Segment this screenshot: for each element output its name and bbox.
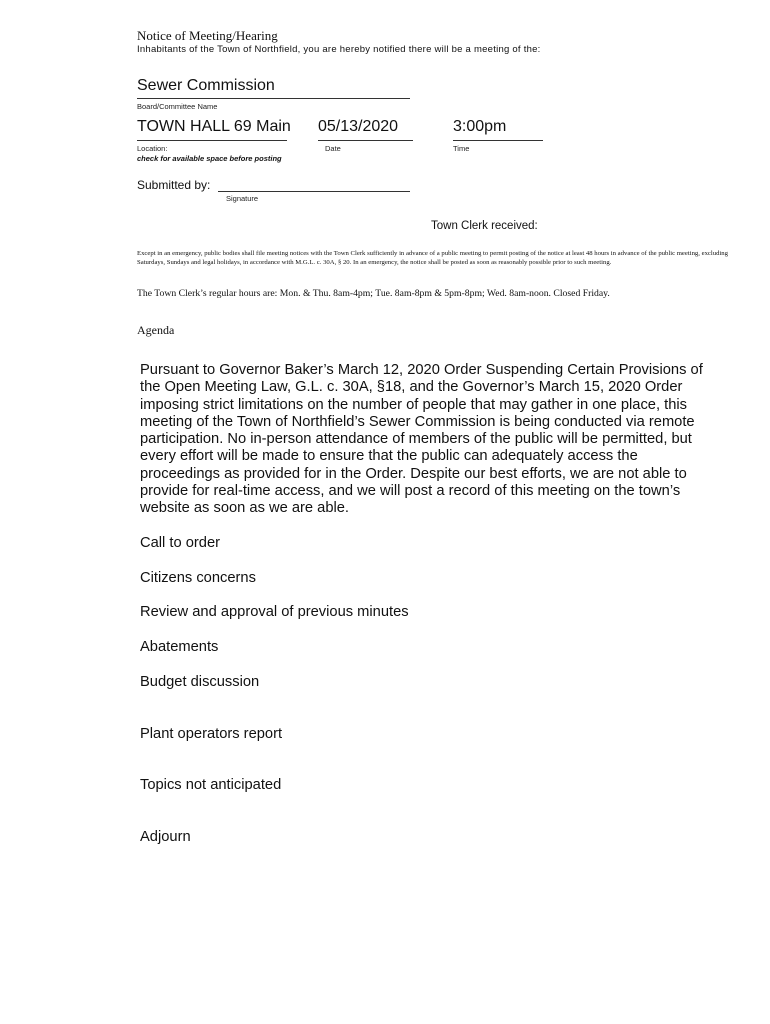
- agenda-item: Abatements: [140, 639, 219, 655]
- notice-subtitle: Inhabitants of the Town of Northfield, you are hereby notified there will be a meeting of the:: [137, 44, 541, 55]
- board-name-underline: [137, 98, 410, 99]
- location-note: check for available space before posting: [137, 154, 282, 163]
- time-underline: [453, 140, 543, 141]
- agenda-item: Review and approval of previous minutes: [140, 604, 409, 620]
- board-name: Sewer Commission: [137, 77, 275, 94]
- agenda-item: Topics not anticipated: [140, 777, 282, 793]
- agenda-intro: Pursuant to Governor Baker’s March 12, 2020 Order Suspending Certain Provisions of the Open Meeting Law, G.L. c. 30A, §18, and the Governor’s March 15, 2020 Order imposing strict limitations on the number of people that may gather in one place, this meeting of the Town of Northfield’s Sewer Commission is being conducted via remote participation. No in-person attendance of members of the public will be permitted, but every effort will be made to ensure that the public can adequately access the proceedings as provided for in the Order. Despite our best efforts, we are not able to provide for real-time access, and we will post a record of this meeting on the town’s website as soon as we are able.: [140, 362, 703, 517]
- signature-label: Signature: [226, 194, 259, 203]
- signature-line: [218, 191, 410, 192]
- agenda-item: Citizens concerns: [140, 570, 256, 586]
- agenda-item: Call to order: [140, 535, 220, 551]
- meeting-date: 05/13/2020: [318, 118, 399, 135]
- clerk-hours: The Town Clerk’s regular hours are: Mon. & Thu. 8am-4pm; Tue. 8am-8pm & 5pm-8pm; Wed. 8am-noon. Closed Friday.: [137, 288, 610, 299]
- board-name-label: Board/Committee Name: [137, 102, 218, 111]
- location-label: Location:: [137, 144, 168, 153]
- meeting-time: 3:00pm: [453, 118, 507, 135]
- agenda-item: Plant operators report: [140, 726, 283, 742]
- date-underline: [318, 140, 413, 141]
- date-label: Date: [325, 144, 341, 153]
- agenda-item: Budget discussion: [140, 674, 260, 690]
- location-underline: [137, 140, 287, 141]
- agenda-heading: Agenda: [137, 323, 175, 337]
- notice-title: Notice of Meeting/Hearing: [137, 28, 278, 43]
- agenda-item: Adjourn: [140, 829, 191, 845]
- time-label: Time: [453, 144, 470, 153]
- meeting-location: TOWN HALL 69 Main: [137, 118, 291, 135]
- town-clerk-received: Town Clerk received:: [431, 220, 538, 232]
- submitted-by-label: Submitted by:: [137, 178, 211, 192]
- posting-notice-text: Except in an emergency, public bodies shall file meeting notices with the Town Clerk sufficiently in advance of a public meeting to permit posting of the notice at least 48 hours in advance of the public meeting, excluding Saturdays, Sundays and legal holidays, in accordance with M.G.L. c. 30A, § 20. In an emergency, the notice shall be posted as soon as reasonably possible prior to such meeting.: [137, 250, 728, 266]
